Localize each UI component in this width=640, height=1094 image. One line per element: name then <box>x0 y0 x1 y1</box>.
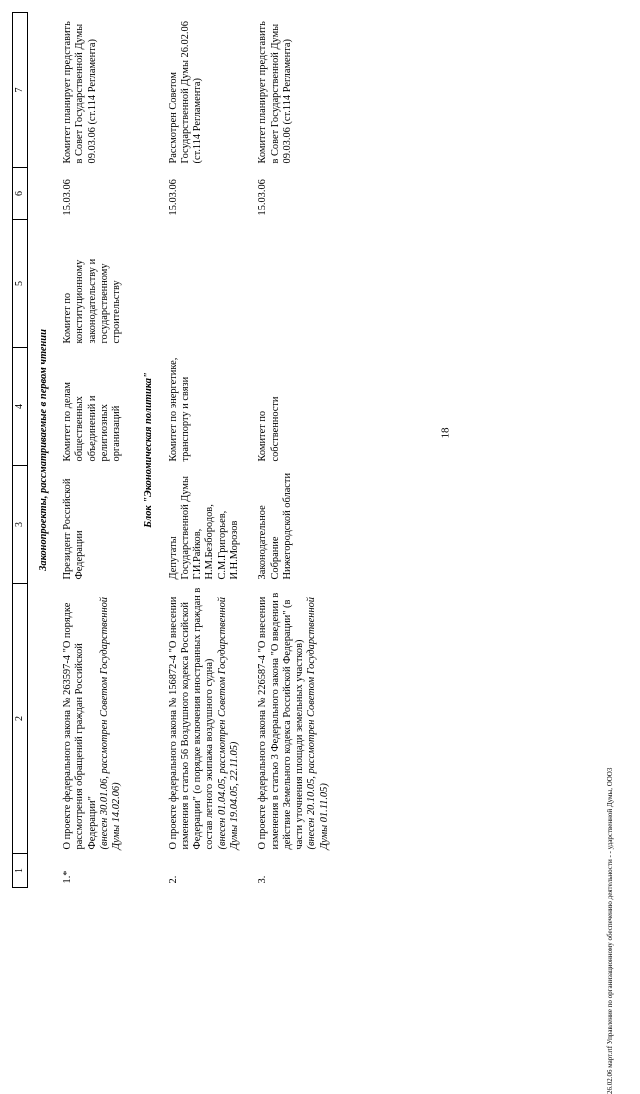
row-number: 1.* <box>62 870 74 884</box>
column-number: 3 <box>13 466 28 584</box>
table-row <box>251 13 341 888</box>
column-number: 5 <box>13 220 28 348</box>
committee: Комитет по энергетике, транспорту и связи <box>167 357 191 462</box>
bill-note: (внесен 01.04.05, рассмотрен Советом Государственной Думы 19.04.05, 22.11.05) <box>216 597 240 850</box>
bill-cell <box>162 584 252 854</box>
table-row <box>162 13 252 888</box>
footer-text: 26.02.06 март.rtf Управление по организационному обеспечению деятельности - - ударственной Думы, ООО3 <box>606 767 614 1094</box>
bill-cell <box>251 584 341 854</box>
status: Комитет планирует представить в Совет Государственной Думы 09.03.06 (ст.114 Регламента) <box>62 21 98 164</box>
initiator: Законодательное Собрание Нижегородской области <box>257 472 293 580</box>
bill-note: (внесен 20.10.05, рассмотрен Советом Государственной Думы 01.11.05) <box>306 597 330 850</box>
bill-title: О проекте федерального закона № 226587-4 "О внесении изменения в статью 3 Федерального закона "О введении в действие Земельного кодекса Российской Федерации" (в части уточнения площади земельных участков) <box>257 592 306 850</box>
date: 15.03.06 <box>62 179 74 216</box>
bill-title: О проекте федерального закона № 156872-4 "О внесении изменения в статью 56 Воздушного кодекса Российской Федерации" (о порядке включения иностранных граждан в состав летного экипажа воздушного судна) <box>167 587 216 850</box>
section-heading-row <box>27 13 56 888</box>
column-number-row <box>13 13 28 888</box>
date: 15.03.06 <box>257 179 269 216</box>
column-number: 4 <box>13 348 28 466</box>
section-title: Законопроекты, рассматриваемые в первом чтении <box>37 329 49 571</box>
section-title: Блок "Экономическая политика" <box>143 372 155 528</box>
row-number: 2. <box>167 875 179 884</box>
footer-container <box>600 0 620 1094</box>
co-committee <box>251 220 341 348</box>
bill-note: (внесен 30.01.06, рассмотрен Советом Государственной Думы 14.02.06) <box>98 597 123 850</box>
initiator: Президент Российской Федерации <box>62 478 86 580</box>
table-row <box>56 13 133 888</box>
bill-title: О проекте федерального закона № 263597-4 "О порядке рассмотрения обращений граждан Российской Федерации" <box>62 602 98 850</box>
agenda-table <box>12 12 341 888</box>
status: Комитет планирует представить в Совет Государственной Думы 09.03.06 (ст.114 Регламента) <box>257 21 293 164</box>
committee: Комитет по собственности <box>257 396 281 462</box>
column-number: 2 <box>13 584 28 854</box>
bill-cell <box>56 584 133 854</box>
status: Рассмотрен Советом Государственной Думы 26.02.06 (ст.114 Регламента) <box>167 21 204 164</box>
co-committee: Комитет по конституционному законодательству и государственному строительству <box>62 258 123 344</box>
column-number: 1 <box>13 854 28 888</box>
column-number: 6 <box>13 168 28 220</box>
date: 15.03.06 <box>167 179 179 216</box>
page-number: 18 <box>439 427 452 439</box>
rotated-page-content <box>12 12 428 888</box>
committee: Комитет по делам общественных объединений и религиозных организаций <box>62 382 123 462</box>
row-number: 3. <box>257 875 269 884</box>
column-number: 7 <box>13 13 28 168</box>
co-committee <box>162 220 252 348</box>
initiator: Депутаты Государственной Думы Г.И.Райков, Н.М.Безбородов, С.М.Григорьев, И.Н.Морозов <box>167 476 240 580</box>
section-heading-row <box>133 13 161 888</box>
